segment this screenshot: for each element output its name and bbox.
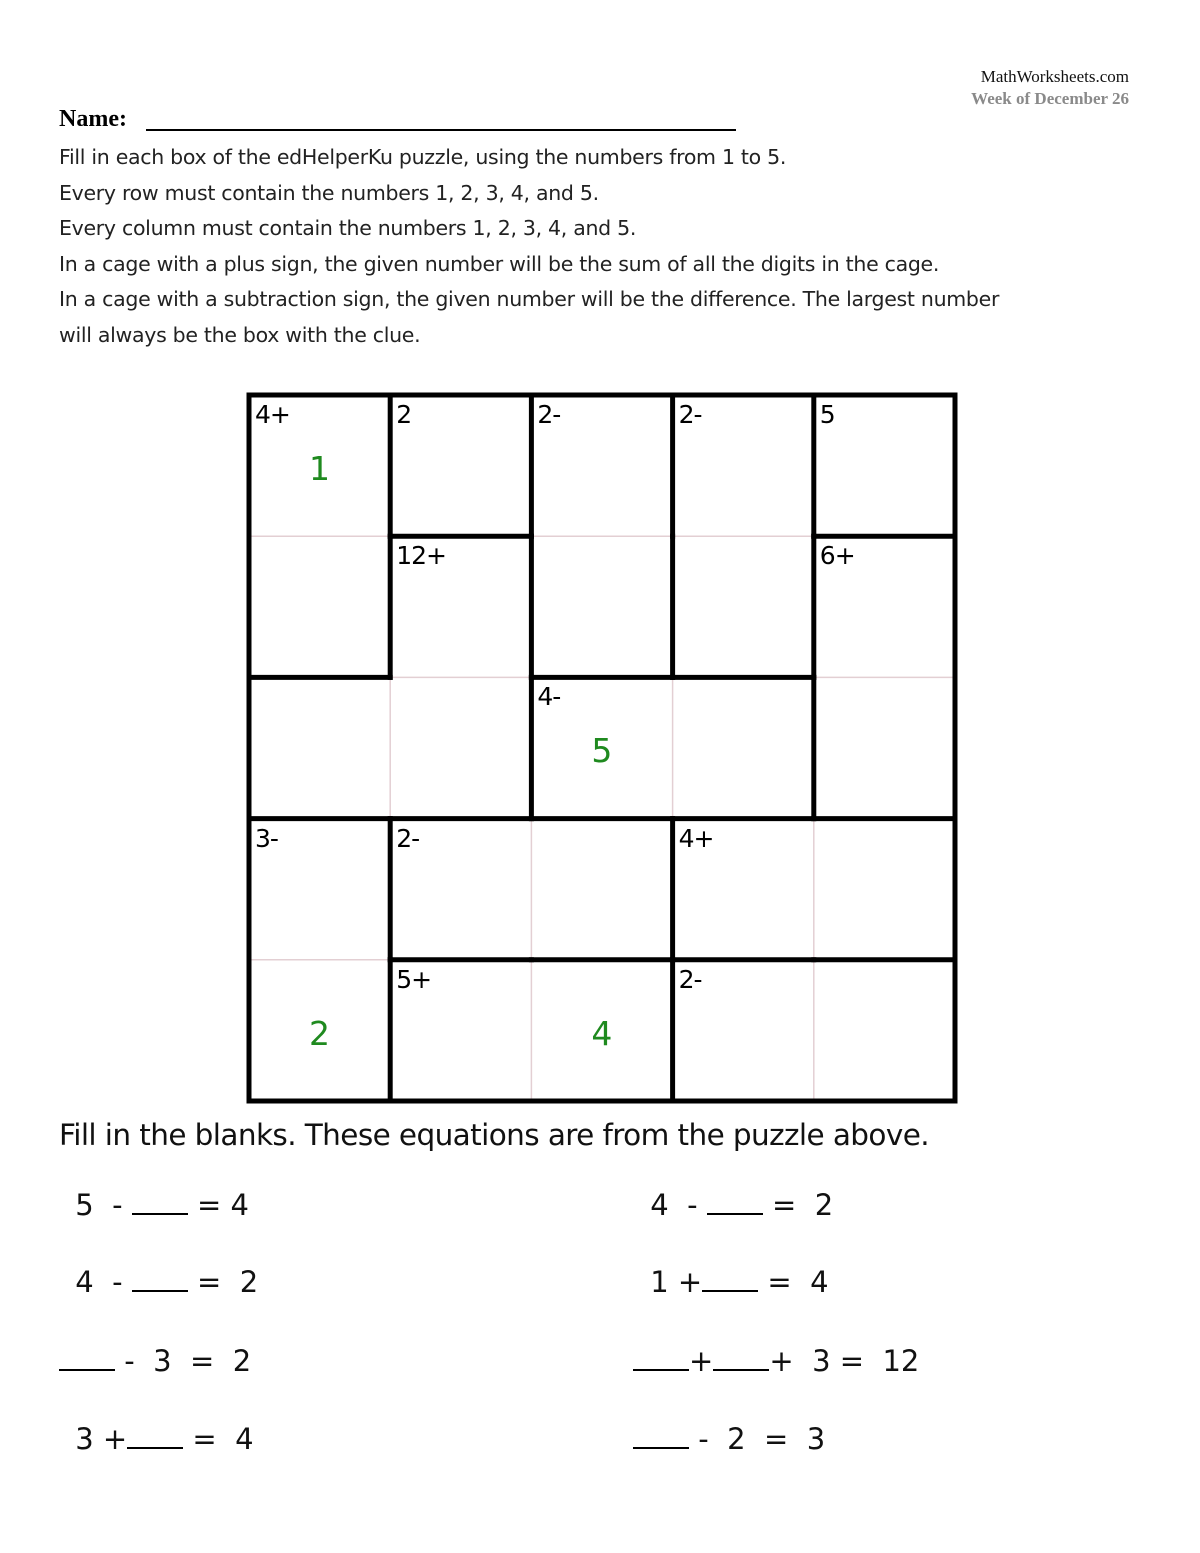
cage-clue: 2- — [537, 400, 561, 429]
site-domain: MathWorksheets.com — [980, 67, 1129, 86]
puzzle-cell[interactable] — [673, 395, 814, 536]
operator: + — [689, 1344, 714, 1378]
result: 4 — [230, 1188, 249, 1222]
operator: - — [698, 1422, 709, 1456]
puzzle-cell[interactable] — [814, 819, 955, 960]
operator: - — [112, 1265, 123, 1299]
cage-clue: 5 — [819, 400, 835, 429]
equation-row: 4 - = 2 — [75, 1265, 259, 1299]
puzzle-cell[interactable] — [814, 536, 955, 677]
answer-blank[interactable] — [702, 1268, 758, 1292]
cage-clue: 2- — [678, 400, 702, 429]
operator: - — [687, 1188, 698, 1222]
puzzle-cell[interactable] — [249, 536, 390, 677]
puzzle-cell[interactable] — [814, 960, 955, 1101]
answer-blank[interactable] — [633, 1347, 689, 1371]
operator: - — [112, 1188, 123, 1222]
equations-heading: Fill in the blanks. These equations are from the puzzle above. — [59, 1118, 930, 1152]
result: 4 — [810, 1265, 829, 1299]
instruction-line: Every row must contain the numbers 1, 2, 3, 4, and 5. — [59, 180, 599, 205]
operator: + — [677, 1265, 703, 1299]
instruction-line: Every column must contain the numbers 1, 2, 3, 4, and 5. — [59, 216, 637, 240]
name-field[interactable] — [146, 129, 736, 131]
puzzle-cell[interactable] — [249, 960, 390, 1101]
puzzle-cell[interactable] — [673, 677, 814, 818]
operator: + — [769, 1344, 794, 1378]
equation-row: 3 + = 4 — [75, 1422, 254, 1456]
result: 4 — [235, 1422, 254, 1456]
instruction-line: In a cage with a subtraction sign, the given number will be the difference. The largest number — [59, 287, 1000, 311]
given-number: 1 — [309, 449, 330, 488]
puzzle-grid — [246, 392, 958, 1104]
answer-blank[interactable] — [713, 1347, 769, 1371]
cage-clue: 2- — [678, 964, 702, 994]
answer-blank[interactable] — [132, 1268, 188, 1292]
operand: 1 — [650, 1265, 669, 1299]
puzzle-cell[interactable] — [390, 536, 531, 677]
puzzle-cell[interactable] — [390, 677, 531, 818]
operand: 3 — [812, 1344, 831, 1378]
cage-clue: 6+ — [819, 541, 855, 571]
instructions — [59, 140, 1129, 353]
puzzle-cell[interactable] — [249, 819, 390, 960]
operand: 3 — [153, 1344, 172, 1378]
operand: 2 — [727, 1422, 746, 1456]
result: 3 — [806, 1422, 826, 1456]
result: 2 — [814, 1188, 834, 1222]
puzzle-cell[interactable] — [249, 677, 390, 818]
result: 2 — [239, 1265, 259, 1299]
equation-row: 4 - = 2 — [650, 1188, 834, 1222]
equation-row: 5 - = 4 — [75, 1188, 249, 1222]
equation-row: - 3 = 2 — [59, 1344, 251, 1378]
cage-clue: 5+ — [396, 964, 432, 994]
cage-clue: 4+ — [255, 400, 290, 429]
puzzle-cell[interactable] — [390, 819, 531, 960]
puzzle-cell[interactable] — [531, 960, 672, 1101]
puzzle-cell[interactable] — [249, 395, 390, 536]
operand: 3 — [75, 1422, 94, 1456]
cage-clue: 3- — [255, 823, 278, 853]
result: 2 — [232, 1344, 252, 1378]
puzzle-cell[interactable] — [531, 819, 672, 960]
puzzle-cell[interactable] — [531, 536, 672, 677]
given-number: 2 — [309, 1013, 330, 1053]
answer-blank[interactable] — [132, 1191, 188, 1215]
name-label: Name: — [59, 106, 127, 132]
result: 12 — [882, 1344, 920, 1378]
answer-blank[interactable] — [59, 1347, 115, 1371]
instruction-line: In a cage with a plus sign, the given number will be the sum of all the digits in the cage. — [59, 251, 940, 276]
cage-clue: 4+ — [678, 823, 714, 853]
puzzle-cell[interactable] — [814, 395, 955, 536]
answer-blank[interactable] — [633, 1425, 689, 1449]
cage-clue: 2- — [396, 823, 420, 853]
given-number: 5 — [591, 731, 613, 771]
puzzle-cell[interactable] — [673, 819, 814, 960]
equation-row: + + 3 = 12 — [633, 1344, 919, 1378]
cage-clue: 4- — [537, 682, 561, 712]
cage-clue: 2 — [396, 400, 412, 429]
operand: 4 — [75, 1265, 94, 1299]
operand: 4 — [650, 1188, 669, 1222]
puzzle-cell[interactable] — [814, 677, 955, 818]
puzzle-cell[interactable] — [531, 395, 672, 536]
puzzle-cell[interactable] — [673, 536, 814, 677]
site-header — [971, 66, 1129, 110]
operator: - — [124, 1344, 135, 1378]
instruction-line: will always be the box with the clue. — [59, 322, 421, 347]
answer-blank[interactable] — [707, 1191, 763, 1215]
answer-blank[interactable] — [127, 1425, 183, 1449]
operator: + — [102, 1422, 128, 1456]
puzzle-cell[interactable] — [390, 960, 531, 1101]
puzzle-cell[interactable] — [531, 677, 672, 818]
instruction-line: Fill in each box of the edHelperKu puzzle, using the numbers from 1 to 5. — [59, 145, 787, 169]
operand: 5 — [75, 1188, 94, 1222]
cage-clue: 12+ — [396, 541, 446, 571]
week-label: Week of December 26 — [971, 89, 1129, 108]
puzzle-cell[interactable] — [390, 395, 531, 536]
equation-row: - 2 = 3 — [633, 1422, 825, 1456]
puzzle-cell[interactable] — [673, 960, 814, 1101]
given-number: 4 — [591, 1013, 613, 1053]
equation-row: 1 + = 4 — [650, 1265, 829, 1299]
